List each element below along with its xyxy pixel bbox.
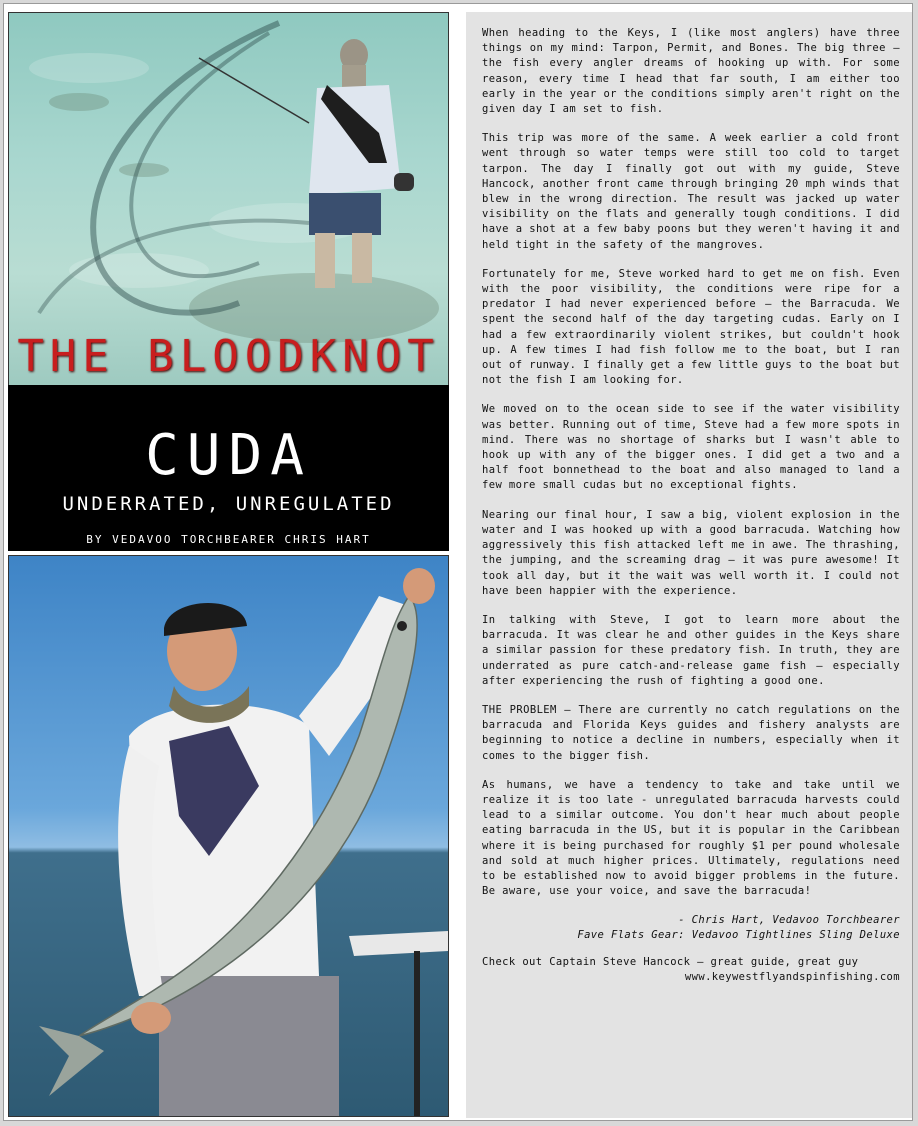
- footer: [482, 955, 900, 985]
- title-block: [8, 385, 449, 551]
- footer-url[interactable]: www.keywestflyandspinfishing.com: [684, 971, 900, 984]
- article-paragraph: We moved on to the ocean side to see if the water visibility was better. Running out of time, Steve had a few more spots in mind. There was no shortage of sharks but I wasn't able to hook up with any of the bigger ones. I did get a two and a half foot bonnethead to the boat and also managed to land a few more small cudas but no exceptional fights.: [482, 403, 900, 492]
- article-body: [482, 26, 900, 985]
- gear-note: Fave Flats Gear: Vedavoo Tightlines Sling Deluxe: [577, 929, 900, 942]
- article-column: [466, 12, 912, 1118]
- article-paragraph: As humans, we have a tendency to take and take until we realize it is too late - unregulated barracuda harvests could lead to a similar outcome. You don't hear much about people eating barracuda in the US, but it is popular in the Caribbean where it is being purchased for roughly $1 per pound wholesale and sold at much higher prices. Ultimately, regulations need to be established now to avoid bigger problems in the future. Be aware, use your voice, and save the barracuda!: [482, 778, 900, 898]
- article-paragraph: When heading to the Keys, I (like most anglers) have three things on my mind: Tarpon, Permit, and Bones. The big three – the fish every angler dreams of hooking up with. For some reason, every time I head that far south, I am either too early in the year or the conditions simply aren't right on the given day I am set to fish.: [482, 27, 900, 116]
- article-paragraph: This trip was more of the same. A week earlier a cold front went through so water temps were still too cold to target tarpon. The day I finally got out with my guide, Steve Hancock, another front came through bringing 20 mph winds that blew in the wrong direction. The result was jacked up water visibility on the flats and generally tough conditions. I did have a shot at a few baby poons but they weren't having it and held tight in the safety of the mangroves.: [482, 132, 900, 251]
- footer-text: Check out Captain Steve Hancock – great guide, great guy: [482, 956, 859, 969]
- subtitle: UNDERRATED, UNREGULATED: [62, 493, 395, 515]
- knot-graphic: [9, 13, 448, 385]
- article-paragraph: THE PROBLEM – There are currently no catch regulations on the barracuda and Florida Keys guides and fishery analysts are beginning to notice a decline in numbers, especially when it comes to the bigger fish.: [482, 703, 900, 762]
- page-frame: [3, 3, 913, 1121]
- signature: - Chris Hart, Vedavoo Torchbearer: [678, 914, 900, 927]
- series-title: THE BLOODKNOT: [17, 331, 440, 382]
- article-paragraph: Nearing our final hour, I saw a big, violent explosion in the water and I was hooked up with a good barracuda. Watching how aggressively this fish attacked left me in awe. The thrashing, the jumping, and the screaming drag – it was pure awesome! It took all day, but it the wait was well worth it. I could not have been happier with the experience.: [482, 508, 900, 597]
- headline: CUDA: [145, 423, 312, 488]
- catch-illustration: [9, 556, 448, 1116]
- article-paragraph: In talking with Steve, I got to learn more about the barracuda. It was clear he and other guides in the Keys share a similar passion for these predatory fish. In truth, they are underrated as pure catch-and-release game fish – especially after experiencing the rush of fighting a good one.: [482, 613, 900, 687]
- article-paragraph: Fortunately for me, Steve worked hard to get me on fish. Even with the poor visibility, the conditions were ripe for a predator I had never experienced before – the Barracuda. We spent the second half of the day targeting cudas. Early on I had a few extraordinarily violent strikes, but couldn't hook up. A few times I had fish follow me to the boat, but I ran out of runway. I finally get a few little guys to the boat but not the fish I am looking for.: [482, 267, 900, 387]
- barracuda-catch-photo: [8, 555, 449, 1117]
- wading-angler-photo: [8, 12, 449, 386]
- byline: BY VEDAVOO TORCHBEARER CHRIS HART: [86, 533, 371, 546]
